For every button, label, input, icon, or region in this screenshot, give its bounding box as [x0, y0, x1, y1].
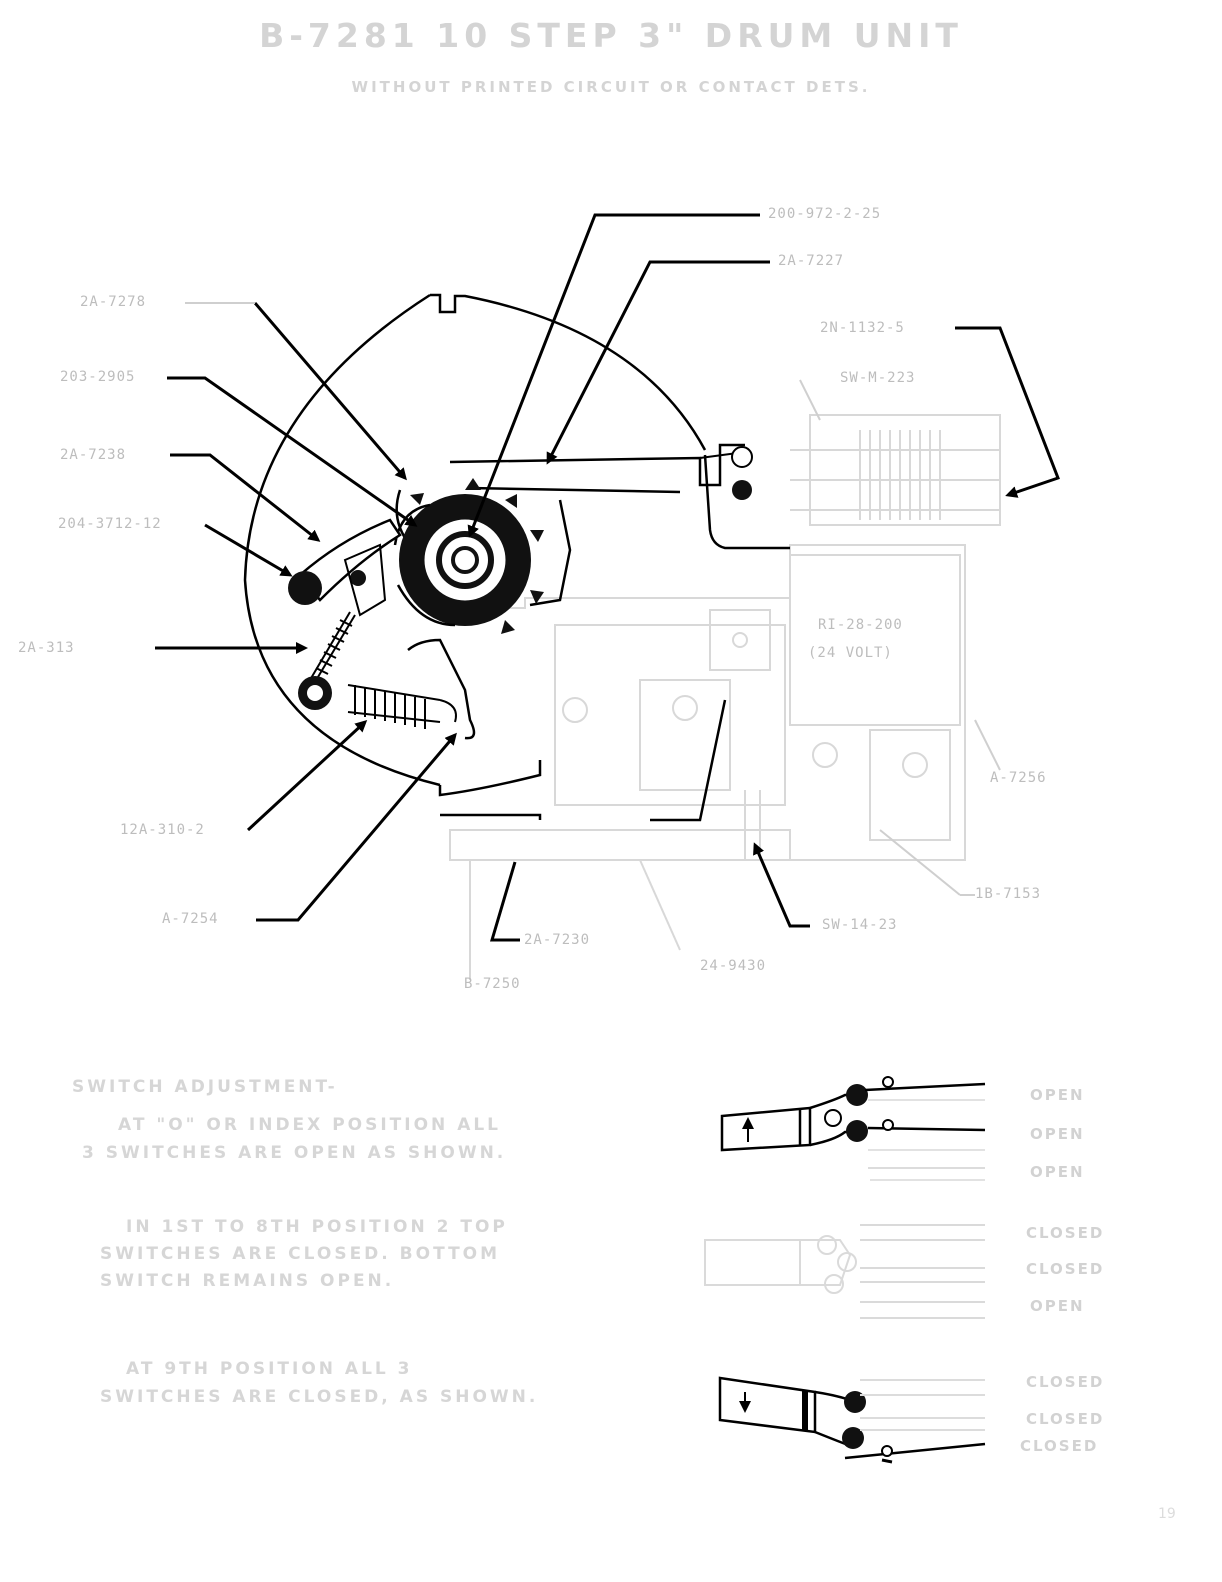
note-3-line-1: AT 9TH POSITION ALL 3 [126, 1359, 413, 1379]
note-1-line-2: 3 SWITCHES ARE OPEN AS SHOWN. [82, 1143, 507, 1163]
state-3-top: CLOSED [1026, 1373, 1105, 1391]
label-part-3: 2A-7278 [80, 294, 147, 310]
page-title: B-7281 10 STEP 3" DRUM UNIT [259, 16, 963, 55]
label-part-2: 2A-7227 [778, 253, 845, 269]
state-2-mid: CLOSED [1026, 1260, 1105, 1278]
state-3-mid: CLOSED [1026, 1410, 1105, 1428]
label-part-8: 204-3712-12 [58, 516, 162, 532]
note-3-line-2: SWITCHES ARE CLOSED, AS SHOWN. [100, 1387, 539, 1407]
label-part-17: 2A-7230 [524, 932, 591, 948]
label-part-15: A-7254 [162, 911, 219, 927]
switch-diagram-closed [720, 1378, 985, 1462]
label-part-4: 2N-1132-5 [820, 320, 905, 336]
label-part-12: A-7256 [990, 770, 1047, 786]
label-part-19: B-7250 [464, 976, 521, 992]
springs [310, 612, 456, 729]
adjustment-heading: SWITCH ADJUSTMENT- [72, 1077, 338, 1097]
page-subtitle: WITHOUT PRINTED CIRCUIT OR CONTACT DETS. [351, 78, 871, 96]
label-part-7: 2A-7238 [60, 447, 127, 463]
label-part-1: 200-972-2-25 [768, 206, 882, 222]
label-part-6: 203-2905 [60, 369, 136, 385]
note-2-line-3: SWITCH REMAINS OPEN. [100, 1271, 395, 1291]
label-part-13: 12A-310-2 [120, 822, 205, 838]
state-2-bottom: OPEN [1030, 1297, 1085, 1315]
label-part-5: SW-M-223 [840, 370, 916, 386]
pawl-parts [288, 520, 400, 615]
switch-diagram-open [722, 1077, 985, 1180]
switch-diagram-mid [705, 1225, 985, 1318]
state-1-top: OPEN [1030, 1086, 1085, 1104]
label-part-11: (24 VOLT) [808, 645, 893, 661]
label-part-10: RI-28-200 [818, 617, 903, 633]
note-1-line-1: AT "O" OR INDEX POSITION ALL [118, 1115, 502, 1135]
note-2-line-2: SWITCHES ARE CLOSED. BOTTOM [100, 1244, 501, 1264]
label-part-14: 1B-7153 [975, 886, 1042, 902]
state-1-mid: OPEN [1030, 1125, 1085, 1143]
page-number: 19 [1158, 1506, 1176, 1522]
label-part-9: 2A-313 [18, 640, 75, 656]
state-1-bottom: OPEN [1030, 1163, 1085, 1181]
state-2-top: CLOSED [1026, 1224, 1105, 1242]
state-3-bottom: CLOSED [1020, 1437, 1099, 1455]
ratchet-wheel [395, 478, 544, 634]
note-2-line-1: IN 1ST TO 8TH POSITION 2 TOP [126, 1217, 508, 1237]
label-part-16: SW-14-23 [822, 917, 898, 933]
leader-lines [155, 215, 1058, 940]
label-part-18: 24-9430 [700, 958, 767, 974]
